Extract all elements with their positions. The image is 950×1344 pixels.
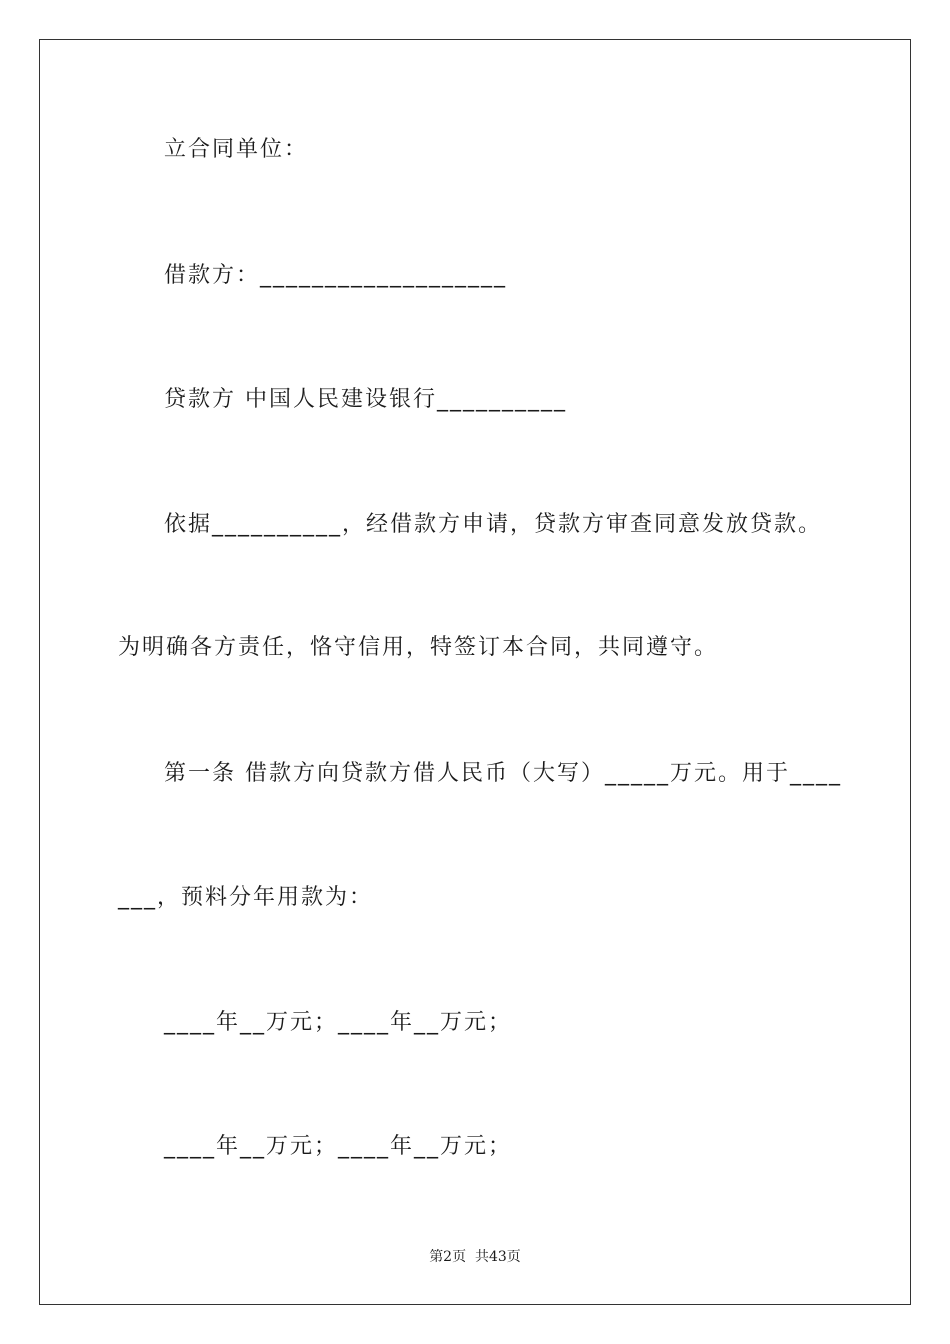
page-border (39, 39, 911, 1305)
lender-line: 贷款方 中国人民建设银行__________ (164, 387, 567, 412)
borrower-line: 借款方：___________________ (164, 263, 508, 288)
article-one-continuation: ___，预料分年用款为： (118, 885, 374, 910)
article-one-line: 第一条 借款方向贷款方借人民币（大写）_____万元。用于____ (164, 761, 842, 786)
basis-paragraph-continuation: 为明确各方责任，恪守信用，特签订本合同，共同遵守。 (118, 635, 719, 660)
basis-paragraph-line: 依据__________，经借款方申请，贷款方审查同意发放贷款。 (164, 512, 823, 537)
heading-contract-parties: 立合同单位： (164, 137, 309, 162)
page-number-footer: 第2页 共43页 (429, 1249, 521, 1265)
annual-amount-line-1: ____年__万元；____年__万元； (164, 1010, 513, 1035)
annual-amount-line-2: ____年__万元；____年__万元； (164, 1134, 513, 1159)
